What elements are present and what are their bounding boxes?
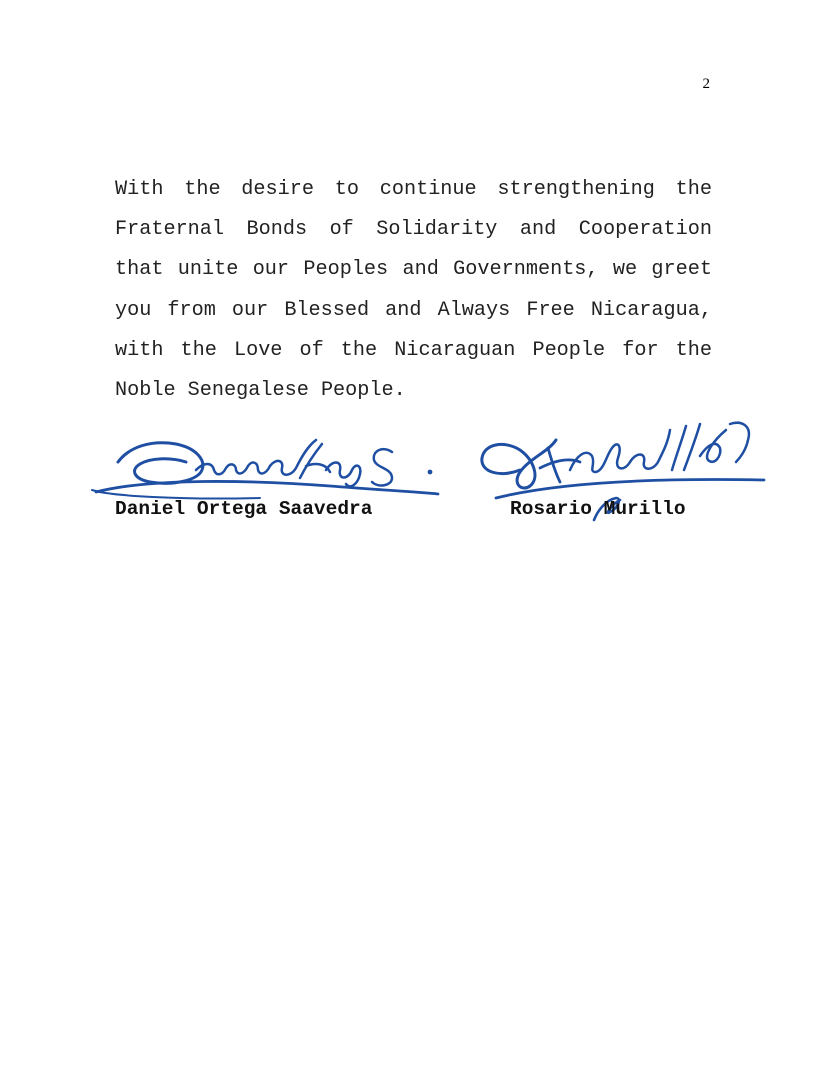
signer-name-rosario-murillo: Rosario Murillo — [510, 498, 686, 520]
signer-name-daniel-ortega: Daniel Ortega Saavedra — [115, 498, 373, 520]
letter-body-paragraph: With the desire to continue strengthening the Fraternal Bonds of Solidarity and Cooperation that unite our Peoples and Governments, we greet you from our Blessed and Always Free Nicaragua, with the Love of the Nicaraguan People for the Noble Senegalese People. — [115, 178, 712, 403]
page-number: 2 — [702, 76, 710, 92]
signature-daniel-ortega — [92, 440, 438, 499]
